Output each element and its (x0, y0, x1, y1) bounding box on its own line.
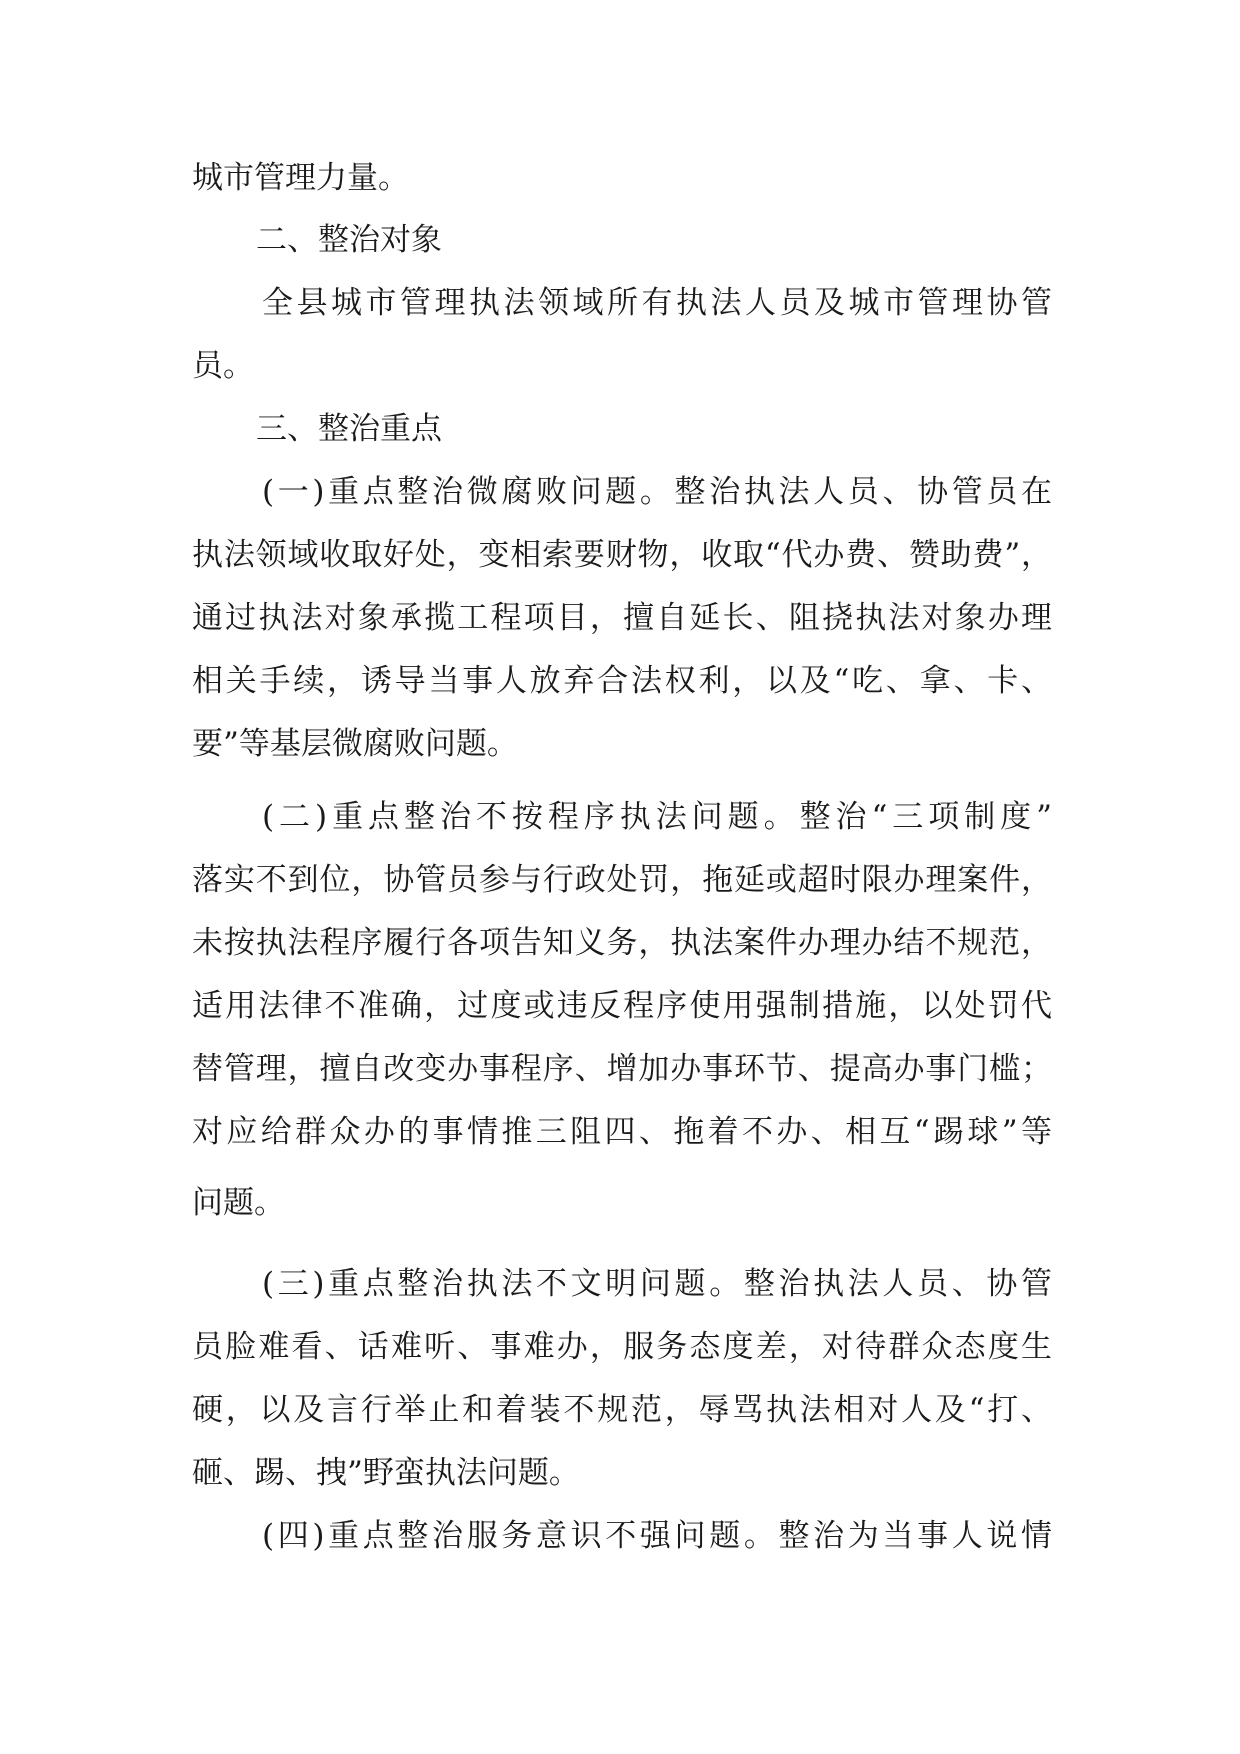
paragraph-line: 城市管理力量。 (192, 160, 409, 196)
paragraph-line: 相关手续，诱导当事人放弃合法权利，以及“吃、拿、卡、 (192, 663, 1052, 699)
paragraph-line: 适用法律不准确，过度或违反程序使用强制措施，以处罚代 (192, 988, 1052, 1024)
paragraph-line: 替管理，擅自改变办事程序、增加办事环节、提高办事门槛； (192, 1051, 1052, 1087)
paragraph-line: (二)重点整治不按程序执法问题。整治“三项制度” (262, 799, 1052, 835)
paragraph-line: 通过执法对象承揽工程项目，擅自延长、阻挠执法对象办理 (192, 600, 1052, 636)
section-heading-objects: 二、整治对象 (256, 222, 442, 258)
paragraph-line: (三)重点整治执法不文明问题。整治执法人员、协管 (262, 1266, 1052, 1302)
paragraph-line: 硬，以及言行举止和着装不规范，辱骂执法相对人及“打、 (192, 1392, 1052, 1428)
paragraph-line: 执法领域收取好处，变相索要财物，收取“代办费、赞助费”， (192, 537, 1052, 573)
paragraph-line: 员脸难看、话难听、事难办，服务态度差，对待群众态度生 (192, 1329, 1052, 1365)
paragraph-line: 未按执法程序履行各项告知义务，执法案件办理办结不规范， (192, 925, 1052, 961)
paragraph-line: 对应给群众办的事情推三阻四、拖着不办、相互“踢球”等 (192, 1114, 1052, 1150)
paragraph-line: 员。 (192, 348, 254, 384)
paragraph-line: 落实不到位，协管员参与行政处罚，拖延或超时限办理案件， (192, 862, 1052, 898)
paragraph-line: 全县城市管理执法领域所有执法人员及城市管理协管 (262, 285, 1052, 321)
paragraph-line: 砸、踢、拽”野蛮执法问题。 (192, 1455, 580, 1491)
paragraph-line: 要”等基层微腐败问题。 (192, 726, 518, 762)
paragraph-line: (一)重点整治微腐败问题。整治执法人员、协管员在 (262, 474, 1052, 510)
section-heading-focus: 三、整治重点 (256, 411, 442, 447)
paragraph-line: 问题。 (192, 1185, 285, 1221)
paragraph-line: (四)重点整治服务意识不强问题。整治为当事人说情 (262, 1518, 1052, 1554)
